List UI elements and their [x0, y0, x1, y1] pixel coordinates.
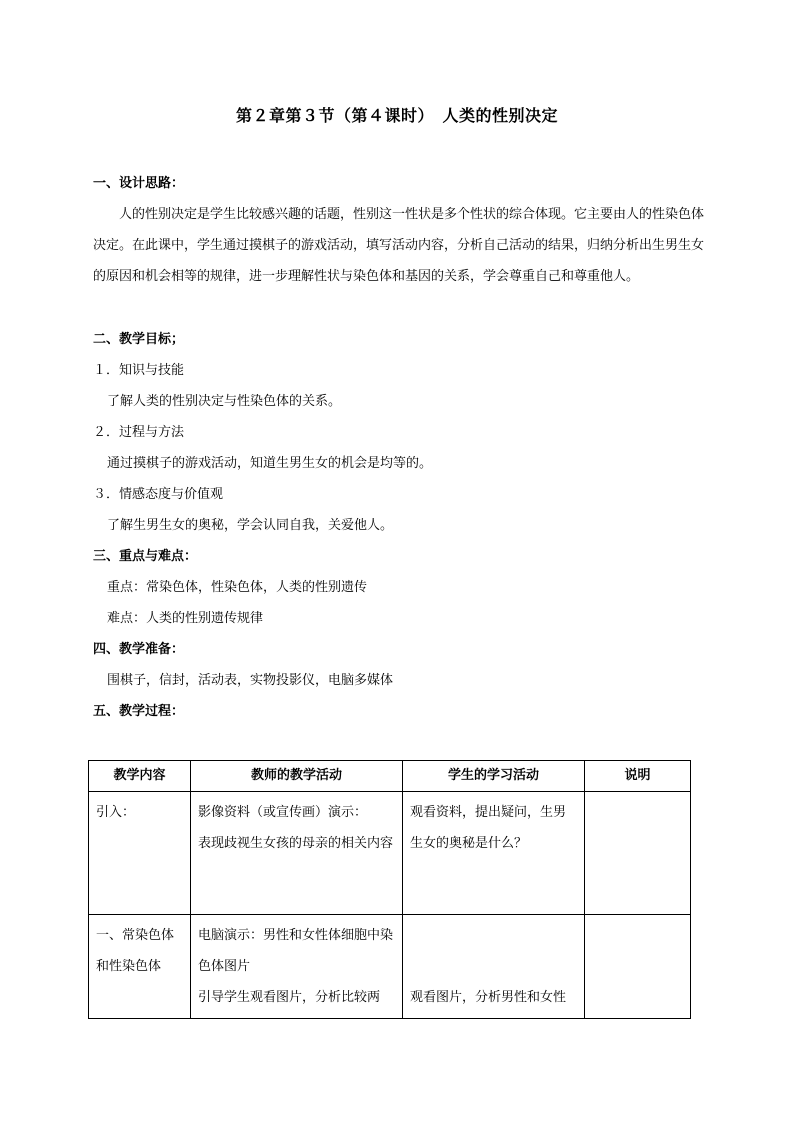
table-header-row [89, 761, 691, 792]
cell-line: 电脑演示：男性和女性体细胞中染色体图片 [198, 928, 394, 974]
goal-label-knowledge: １．知识与技能 [93, 363, 185, 378]
cell-line: 影像资料（或宣传画）演示： [198, 805, 368, 820]
cell-spacer [410, 920, 577, 982]
cell-student [403, 792, 585, 915]
section-heading-preparation: 四、教学准备： [93, 642, 185, 657]
table-row [89, 915, 691, 1019]
cell-content: 引入： [89, 792, 191, 915]
cell-line: 表现歧视生女孩的母亲的相关内容 [198, 836, 394, 851]
goal-text-attitude: 了解生男生女的奥秘，学会认同自我，关爱他人。 [107, 518, 394, 533]
cell-line: 观看资料，提出疑问，生男生女的奥秘是什么？ [410, 805, 567, 851]
section-heading-design: 一、设计思路： [93, 176, 185, 191]
cell-note [585, 792, 691, 915]
section-heading-process: 五、教学过程： [93, 704, 185, 719]
section-heading-key-points: 三、重点与难点： [93, 549, 198, 564]
goal-label-attitude: ３．情感态度与价值观 [93, 487, 224, 502]
cell-teacher [191, 915, 403, 1019]
teaching-process-table [88, 760, 691, 1019]
goal-text-process: 通过摸棋子的游戏活动，知道生男生女的机会是均等的。 [107, 456, 433, 471]
cell-content: 一、常染色体和性染色体 [89, 915, 191, 1019]
key-point: 重点：常染色体，性染色体，人类的性别遗传 [107, 580, 368, 595]
goal-label-process: ２．过程与方法 [93, 425, 185, 440]
header-teacher: 教师的教学活动 [191, 761, 403, 792]
header-note: 说明 [585, 761, 691, 792]
preparation-text: 围棋子，信封，活动表，实物投影仪，电脑多媒体 [107, 673, 394, 688]
design-paragraph: 人的性别决定是学生比较感兴趣的话题，性别这一性状是多个性状的综合体现。它主要由人的性染色体决定。在此课中，学生通过摸棋子的游戏活动，填写活动内容，分析自己活动的结果，归纳分析出生男生女的原因和机会相等的规律，进一步理解性状与染色体和基因的关系，学会尊重自己和尊重他人。 [93, 207, 705, 284]
cell-teacher [191, 792, 403, 915]
cell-line: 观看图片，分析男性和女性 [410, 990, 567, 1005]
header-student: 学生的学习活动 [403, 761, 585, 792]
page-title: 第２章第３节（第４课时） 人类的性别决定 [235, 106, 558, 125]
cell-note [585, 915, 691, 1019]
cell-student [403, 915, 585, 1019]
section-heading-goals: 二、教学目标； [93, 332, 185, 347]
difficult-point: 难点：人类的性别遗传规律 [107, 611, 264, 626]
header-content: 教学内容 [89, 761, 191, 792]
cell-line: 引导学生观看图片，分析比较两 [198, 990, 381, 1005]
goal-text-knowledge: 了解人类的性别决定与性染色体的关系。 [107, 394, 342, 409]
table-row [89, 792, 691, 915]
